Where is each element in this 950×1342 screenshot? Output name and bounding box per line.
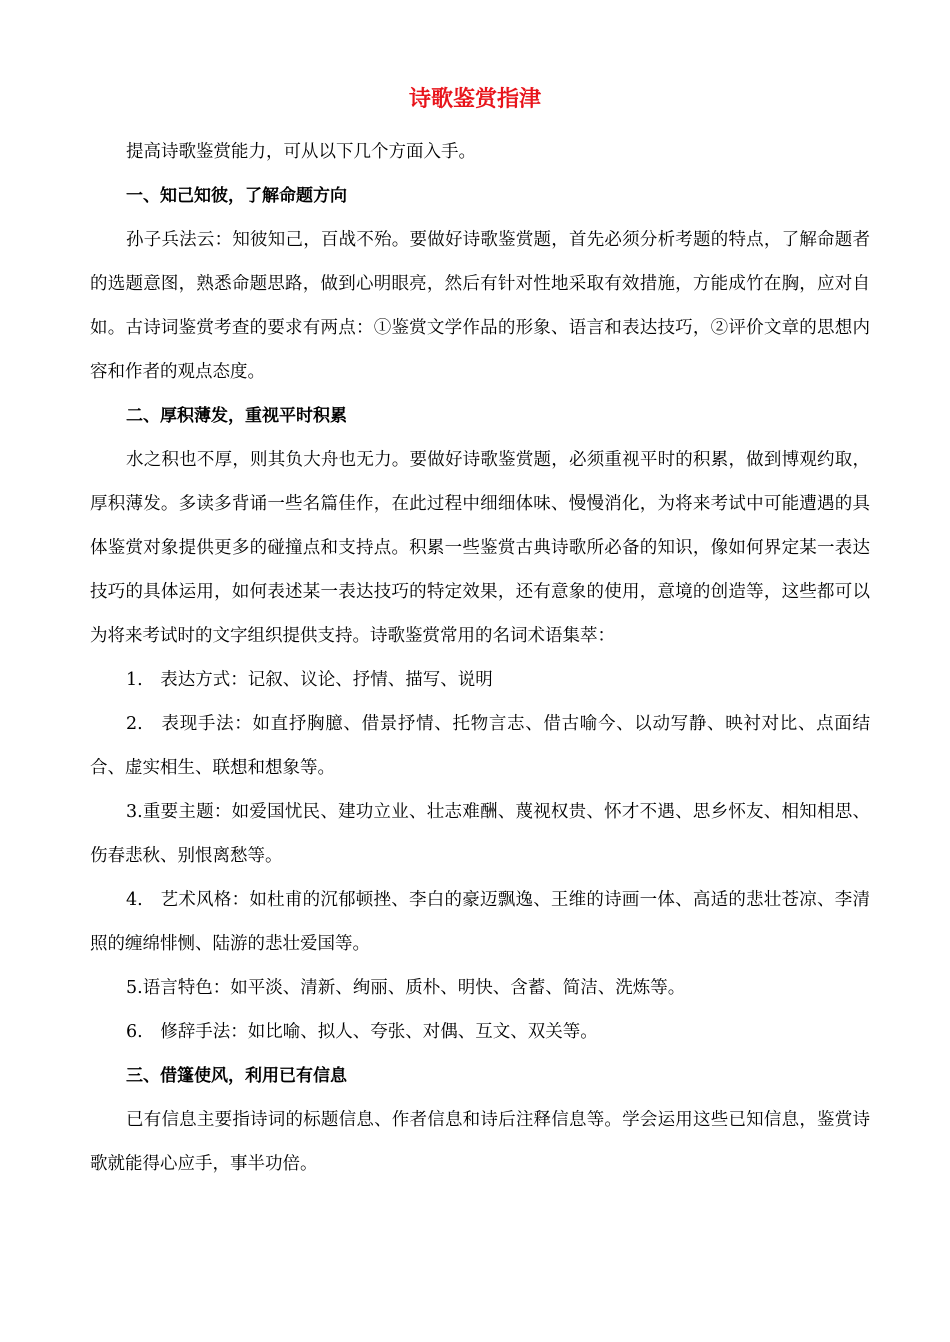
section-heading-1: 一、知己知彼，了解命题方向 (126, 186, 347, 206)
list-item: 3.重要主题：如爱国忧民、建功立业、壮志难酬、蔑视权贵、怀才不遇、思乡怀友、相知相思、伤春悲秋、别恨离愁等。 (90, 802, 870, 866)
list-item: 1. 表达方式：记叙、议论、抒情、描写、说明 (126, 670, 493, 690)
list-item: 2. 表现手法：如直抒胸臆、借景抒情、托物言志、借古喻今、以动写静、映衬对比、点面结合、虚实相生、联想和想象等。 (90, 714, 870, 778)
page-title: 诗歌鉴赏指津 (408, 87, 541, 112)
list-item: 6. 修辞手法：如比喻、拟人、夸张、对偶、互文、双关等。 (126, 1022, 598, 1042)
section-paragraph-1: 孙子兵法云：知彼知己，百战不殆。要做好诗歌鉴赏题，首先必须分析考题的特点，了解命题者的选题意图，熟悉命题思路，做到心明眼亮，然后有针对性地采取有效措施，方能成竹在胸，应对自如。古诗词鉴赏考查的要求有两点：①鉴赏文学作品的形象、语言和表达技巧，②评价文章的思想内容和作者的观点态度。 (90, 230, 870, 382)
section-heading-2: 二、厚积薄发，重视平时积累 (126, 406, 347, 426)
list-item: 4. 艺术风格：如杜甫的沉郁顿挫、李白的豪迈飘逸、王维的诗画一体、高适的悲壮苍凉、李清照的缠绵悱恻、陆游的悲壮爱国等。 (90, 890, 870, 954)
document-body (90, 130, 870, 1186)
section-paragraph-3: 已有信息主要指诗词的标题信息、作者信息和诗后注释信息等。学会运用这些已知信息，鉴赏诗歌就能得心应手，事半功倍。 (90, 1110, 870, 1174)
section-heading-3: 三、借篷使风，利用已有信息 (126, 1066, 347, 1086)
list-item: 5.语言特色：如平淡、清新、绚丽、质朴、明快、含蓄、简洁、洗炼等。 (126, 978, 686, 998)
section-paragraph-2: 水之积也不厚，则其负大舟也无力。要做好诗歌鉴赏题，必须重视平时的积累，做到博观约取，厚积薄发。多读多背诵一些名篇佳作，在此过程中细细体味、慢慢消化，为将来考试中可能遭遇的具体鉴赏对象提供更多的碰撞点和支持点。积累一些鉴赏古典诗歌所必备的知识，像如何界定某一表达技巧的具体运用，如何表述某一表达技巧的特定效果，还有意象的使用，意境的创造等，这些都可以为将来考试时的文字组织提供支持。诗歌鉴赏常用的名词术语集萃： (90, 450, 870, 646)
intro-paragraph: 提高诗歌鉴赏能力，可从以下几个方面入手。 (126, 142, 476, 162)
